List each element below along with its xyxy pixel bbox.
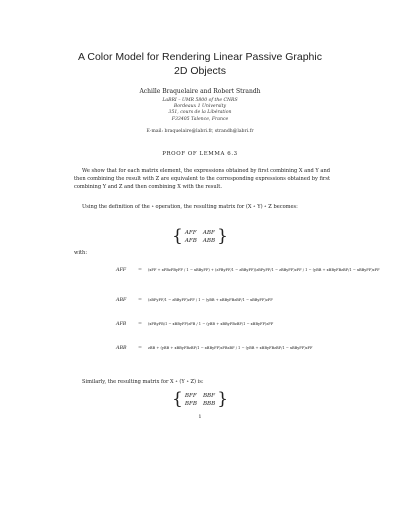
email: E-mail: braquelaire@labri.fr, strandh@labri.fr — [146, 129, 254, 134]
equals-sign: = — [138, 268, 143, 273]
equation-rhs: (zBFyFF/1 − zBByFF)zFF / 1 − (yBB + xBByFBzBF/1 − xBByFF)zFF — [148, 298, 273, 302]
right-brace: } — [217, 389, 229, 409]
equation-rhs: (xFByFB/1 − xBByFF)zFB / 1 − (yBB + xBByFBzBF/1 − xBByFF)zFF — [148, 322, 274, 326]
matrix-cell: AFB — [184, 237, 197, 244]
matrix-cell: AFF — [184, 229, 197, 236]
matrix-cell: BFB — [184, 400, 197, 407]
equation-lhs: AFF — [116, 268, 127, 273]
equals-sign: = — [138, 322, 143, 327]
with-label: with: — [74, 250, 88, 256]
title-line-2: 2D Objects — [174, 65, 226, 77]
paragraph-similarly: Similarly, the resulting matrix for X ∘ (Y ∘ Z) is: — [82, 379, 204, 385]
equation-lhs: ABB — [116, 346, 127, 351]
left-brace: { — [172, 389, 183, 409]
matrix-cell: BBB — [202, 400, 216, 407]
equals-sign: = — [138, 298, 143, 303]
matrix-cell: ABF — [202, 229, 215, 236]
right-brace: } — [217, 226, 228, 246]
equals-sign: = — [138, 346, 143, 351]
equation-lhs: AFB — [116, 322, 127, 327]
equation-rhs: (xFF + xFBzFByFF / 1 − xBByFF) + (zFByFF/1 − zBByFF)(zBFyFF/1 − zBByFF)zFF / 1 − (yBB + xBByFBzBF/1 − xBByFF)zFF — [148, 268, 380, 272]
paragraph-definition: Using the definition of the ∘ operation, the resulting matrix for (X ∘ Y) ∘ Z becomes: — [82, 204, 298, 210]
affiliation-line: LaBRI – UMR 5800 of the CNRS — [162, 98, 238, 103]
matrix-cell: BFF — [184, 392, 197, 399]
affiliation-line: 351, cours de la Libération — [168, 110, 232, 116]
paper-title — [40, 50, 360, 78]
affiliation — [40, 98, 360, 123]
section-heading: PROOF OF LEMMA 6.3 — [162, 151, 238, 157]
paragraph-intro: We show that for each matrix element, the expressions obtained by first combining X and Y and then combining the result with Z are equivalent to the corresponding expressions obtained by first combining Y and Z and then combining X with the result. — [74, 168, 330, 190]
matrix-cell: ABB — [202, 237, 216, 244]
matrix-xy-z — [172, 228, 228, 245]
matrix-cell: BBF — [202, 392, 216, 399]
authors: Achille Braquelaire and Robert Strandh — [139, 88, 261, 95]
equation-lhs: ABF — [116, 298, 127, 303]
left-brace: { — [172, 226, 183, 246]
title-line-1: A Color Model for Rendering Linear Passive Graphic — [78, 51, 322, 63]
page-number: 1 — [198, 414, 202, 420]
affiliation-line: F33405 Talence, France — [171, 116, 229, 122]
matrix-x-yz — [172, 391, 228, 408]
affiliation-line: Bordeaux 1 University — [173, 104, 227, 110]
equation-rhs: zBB + (yBB + xBByFBzBF/1 − xBByFF)zFBzBF / 1 − (yBB + xBByFBzBF/1 − xBByFF)zFF — [148, 346, 313, 350]
